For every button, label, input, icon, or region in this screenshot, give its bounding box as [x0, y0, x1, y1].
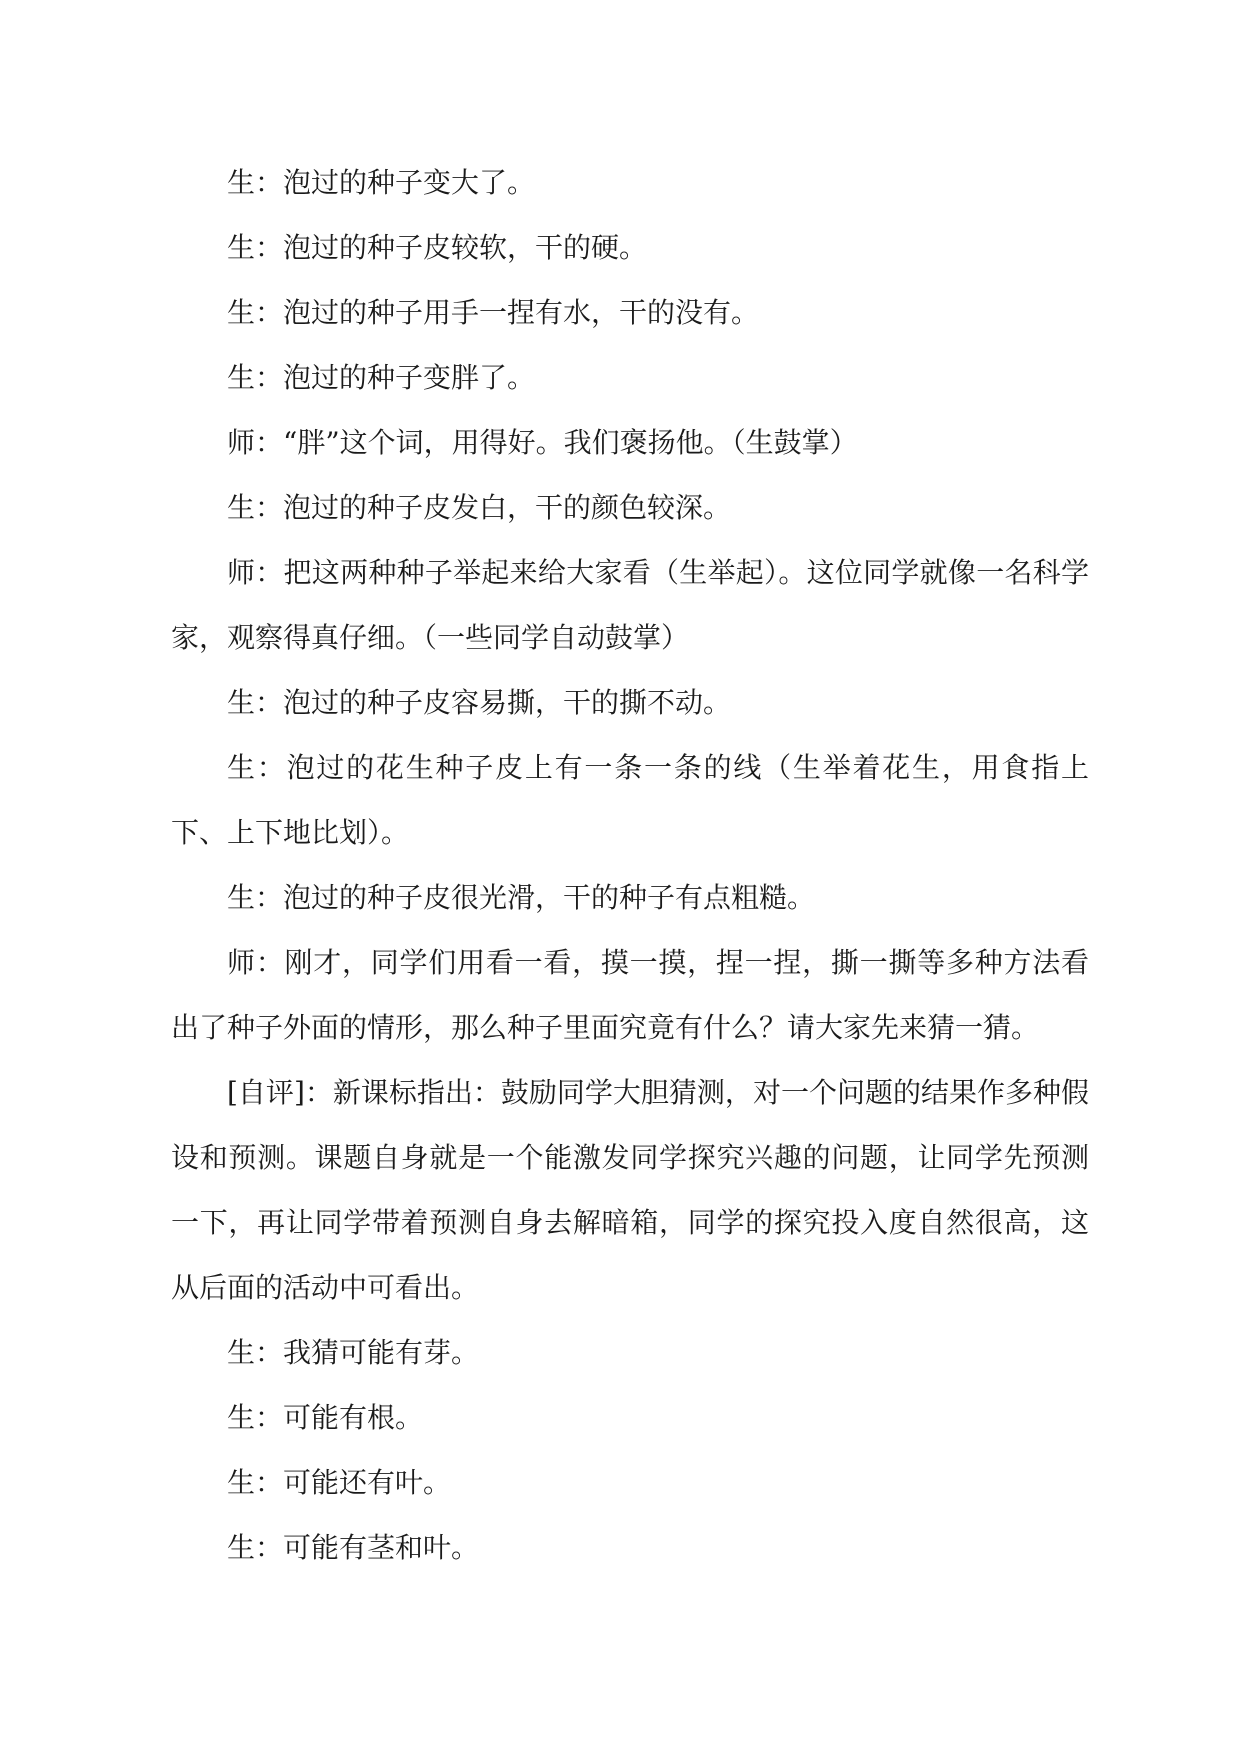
paragraph: 生：泡过的种子皮很光滑，干的种子有点粗糙。 — [227, 881, 816, 914]
paragraph: 生：泡过的种子用手一捏有水，干的没有。 — [227, 296, 760, 329]
paragraph: 生：可能有根。 — [227, 1401, 424, 1434]
paragraph: 生：泡过的种子皮容易撕，干的撕不动。 — [227, 686, 732, 719]
paragraph: 生：泡过的种子变胖了。 — [227, 361, 536, 394]
paragraph: 师：“胖”这个词，用得好。我们褒扬他。（生鼓掌） — [227, 426, 858, 459]
paragraph: 生：泡过的花生种子皮上有一条一条的线（生举着花生，用食指上下、上下地比划）。 — [171, 751, 1089, 849]
document-body — [171, 150, 1089, 1580]
paragraph: 生：我猜可能有芽。 — [227, 1336, 480, 1369]
paragraph: [自评]：新课标指出：鼓励同学大胆猜测，对一个问题的结果作多种假设和预测。课题自身就是一个能激发同学探究兴趣的问题，让同学先预测一下，再让同学带着预测自身去解暗箱，同学的探究投入度自然很高，这从后面的活动中可看出。 — [171, 1076, 1089, 1304]
paragraph: 师：刚才，同学们用看一看，摸一摸，捏一捏，撕一撕等多种方法看出了种子外面的情形，那么种子里面究竟有什么？请大家先来猜一猜。 — [171, 946, 1089, 1044]
paragraph: 生：泡过的种子皮发白，干的颜色较深。 — [227, 491, 732, 524]
paragraph: 生：泡过的种子变大了。 — [227, 166, 536, 199]
paragraph: 生：泡过的种子皮较软，干的硬。 — [227, 231, 648, 264]
paragraph: 生：可能还有叶。 — [227, 1466, 452, 1499]
paragraph: 师：把这两种种子举起来给大家看（生举起）。这位同学就像一名科学家，观察得真仔细。（一些同学自动鼓掌） — [171, 556, 1089, 654]
paragraph: 生：可能有茎和叶。 — [227, 1531, 480, 1564]
